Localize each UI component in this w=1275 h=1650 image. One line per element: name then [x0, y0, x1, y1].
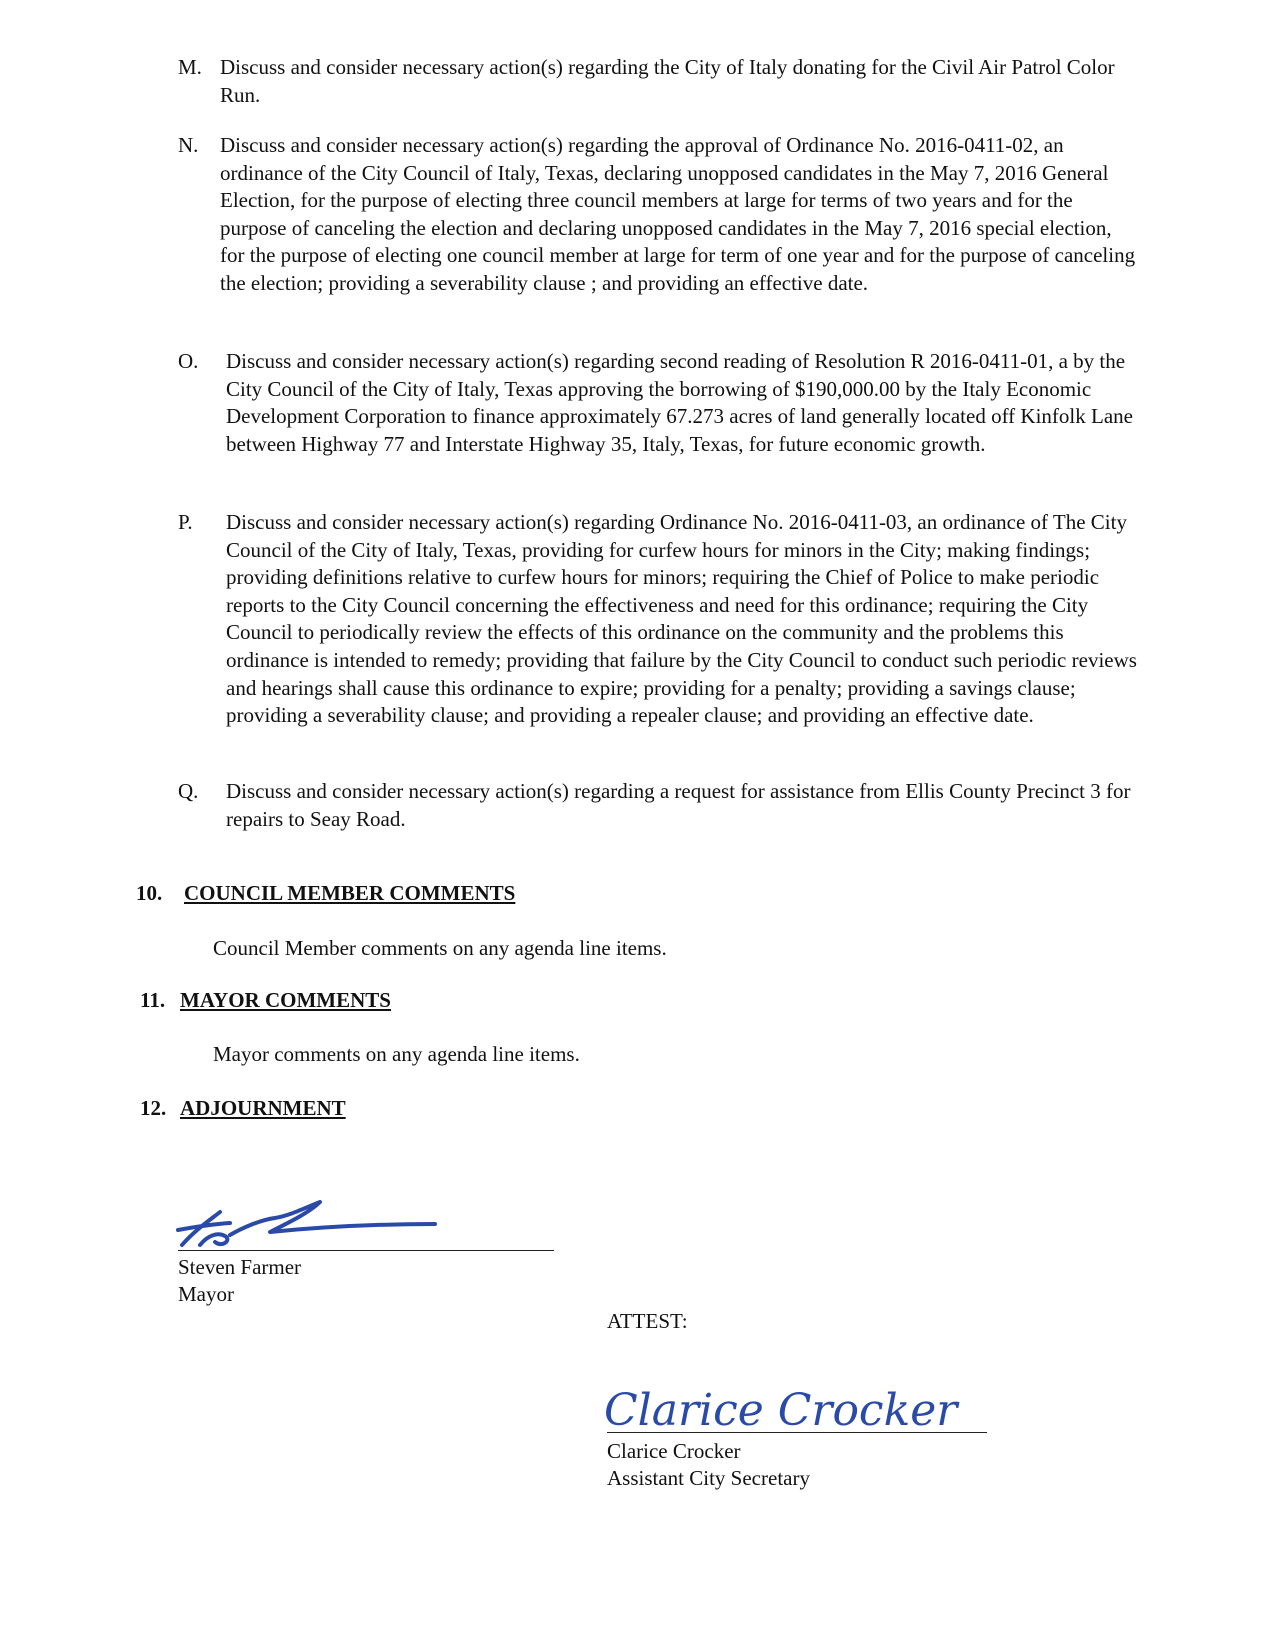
mayor-signature-line — [178, 1250, 554, 1251]
agenda-item-o — [178, 348, 1138, 458]
item-letter: O. — [178, 349, 199, 373]
mayor-title: Mayor — [178, 1282, 234, 1306]
secretary-title: Assistant City Secretary — [607, 1466, 810, 1490]
mayor-signature-block — [178, 1254, 301, 1308]
section-title: MAYOR COMMENTS — [180, 988, 391, 1012]
secretary-name: Clarice Crocker — [607, 1439, 741, 1463]
section-title: COUNCIL MEMBER COMMENTS — [184, 881, 516, 905]
secretary-signature-line — [607, 1432, 987, 1433]
mayor-name: Steven Farmer — [178, 1255, 302, 1279]
item-letter: M. — [178, 55, 202, 79]
section-body-council-comments: Council Member comments on any agenda line items. — [213, 936, 667, 960]
section-number: 12. — [140, 1096, 167, 1120]
item-text: Discuss and consider necessary action(s) regarding a request for assistance from Ellis County Precinct 3 for repairs to Seay Road. — [226, 779, 1131, 831]
section-number: 10. — [136, 881, 163, 905]
secretary-signature-block — [607, 1438, 810, 1492]
agenda-item-p — [178, 509, 1138, 730]
attest-label: ATTEST: — [607, 1309, 688, 1333]
section-number: 11. — [140, 988, 166, 1012]
section-body-mayor-comments: Mayor comments on any agenda line items. — [213, 1042, 580, 1066]
secretary-signature-script: Clarice Crocker — [604, 1385, 958, 1436]
agenda-item-q — [178, 778, 1138, 833]
section-heading-adjournment — [140, 1096, 346, 1121]
section-title: ADJOURNMENT — [180, 1096, 346, 1120]
item-text: Discuss and consider necessary action(s) regarding second reading of Resolution R 2016-0411-01, a by the City Council of the City of Italy, Texas approving the borrowing of $190,000.00 by the Italy Economic Development Corporation to finance approximately 67.273 acres of land generally located off Kinfolk Lane between Highway 77 and Interstate Highway 35, Italy, Texas, for future economic growth. — [226, 349, 1133, 456]
secretary-signature — [600, 1375, 1020, 1445]
item-letter: P. — [178, 510, 193, 534]
section-heading-council-comments — [136, 881, 515, 906]
agenda-item-m — [178, 54, 1138, 109]
item-text: Discuss and consider necessary action(s) regarding the approval of Ordinance No. 2016-0411-02, an ordinance of the City Council of Italy, Texas, declaring unopposed candidates in the May 7, 2016 General Election, for the purpose of electing three council members at large for terms of two years and for the purpose of canceling the election and declaring unopposed candidates in the May 7, 2016 special election, for the purpose of electing one council member at large for term of one year and for the purpose of canceling the election; providing a severability clause ; and providing an effective date. — [220, 133, 1136, 295]
section-heading-mayor-comments — [140, 988, 391, 1013]
item-letter: N. — [178, 133, 199, 157]
agenda-item-n — [178, 132, 1138, 298]
item-text: Discuss and consider necessary action(s) regarding Ordinance No. 2016-0411-03, an ordinance of The City Council of the City of Italy, Texas, providing for curfew hours for minors in the City; making findings; providing definitions relative to curfew hours for minors; requiring the Chief of Police to make periodic reports to the City Council concerning the effectiveness and need for this ordinance; requiring the City Council to periodically review the effects of this ordinance on the community and the problems this ordinance is intended to remedy; providing that failure by the City Council to conduct such periodic reviews and hearings shall cause this ordinance to expire; providing for a penalty; providing a savings clause; providing a severability clause; and providing a repealer clause; and providing an effective date. — [226, 510, 1137, 728]
item-letter: Q. — [178, 779, 199, 803]
item-text: Discuss and consider necessary action(s) regarding the City of Italy donating for the Civil Air Patrol Color Run. — [220, 55, 1115, 107]
